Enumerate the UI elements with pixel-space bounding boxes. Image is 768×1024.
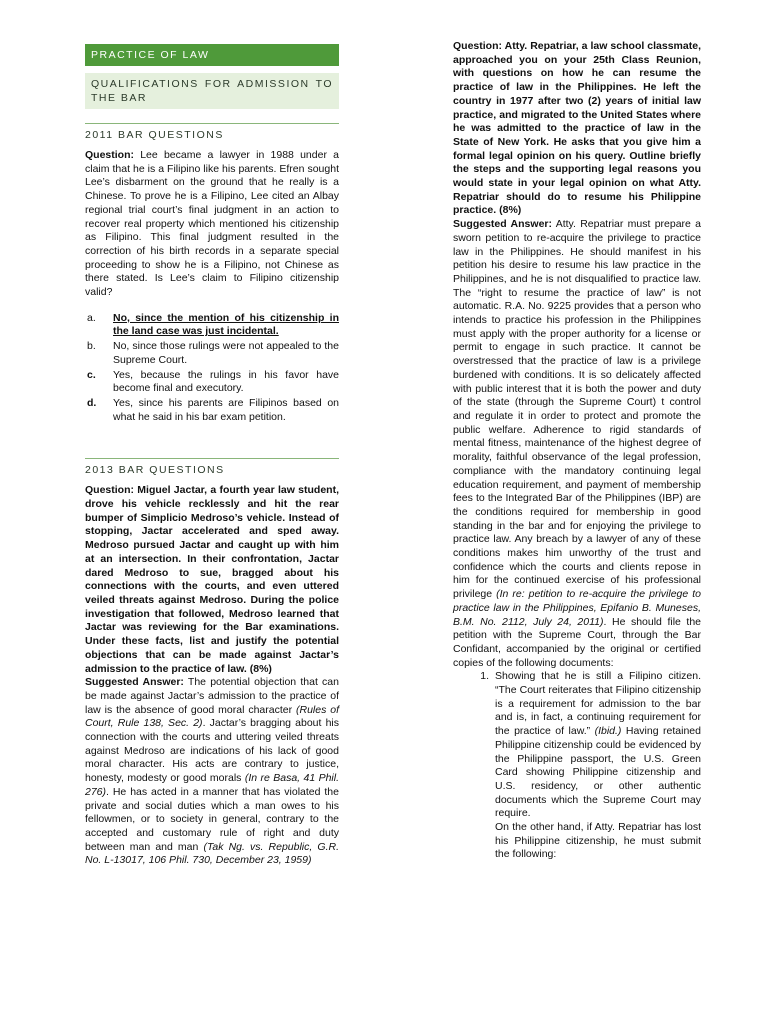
answer-label: Suggested Answer:	[453, 218, 552, 231]
question-2013: Question: Miguel Jactar, a fourth year law student, drove his vehicle recklessly and hit the rear bumper of Simplicio Medroso’s vehicle. Instead of stopping, Jactar accelerated and sped away. Medroso pursued Jactar and caught up with him at an intersection. In their confrontation, Jactar dared Medroso to sue, bragged about his connections with the courts, and even uttered veiled threats against Medroso. During the police investigation that followed, Medroso learned that Jactar was reviewing for the Bar examinations. Under these facts, list and justify the potential objections that can be made against Jactar’s admission to the practice of law. (8%)	[85, 484, 339, 675]
correct-answer: No, since the mention of his citizenship in the land case was just incidental.	[113, 311, 339, 338]
choice-c: c. Yes, because the rulings in his favor have become final and executory.	[87, 368, 339, 395]
left-column	[85, 44, 339, 868]
section-heading-2013: 2013 BAR QUESTIONS	[85, 458, 339, 476]
list-item-continuation: On the other hand, if Atty. Repatriar has lost his Philippine citizenship, he must submit the following:	[495, 821, 701, 861]
citation: (Rules of Court, Rule 138, Sec. 2)	[85, 703, 340, 730]
choice-list	[85, 312, 339, 425]
answer-label: Suggested Answer:	[85, 676, 184, 689]
citation: (In re Basa, 41 Phil. 276)	[85, 772, 339, 798]
answer-repatriar: Suggested Answer: Atty. Repatriar must prepare a sworn petition to re-acquire the privilege to practice law in the Philippines. He should manifest in his petition his desire to resume his law practice in the Philippines, and he is not disqualified to practice law. The “right to resume the practice of law” is not automatic. R.A. No. 9225 provides that a person who intends to practice his profession in the Philippines must apply with the proper authority for a license or permit to engage in such practice. It cannot be overstressed that the practice of law is a privilege burdened with conditions. It is so delicately affected with public interest that it is both the power and duty of the state (through the Supreme Court) t control and regulate it in order to protect and promote the public welfare. Adherence to rigid standards of mental fitness, maintenance of the highest degree of morality, faithful observance of the legal profession, compliance with the mandatory continuing legal education requirement, and payment of membership fees to the Integrated Bar of the Philippines (IBP) are the conditions required for membership in good standing in the bar and for enjoying the privilege to practice law. Any breach by a lawyer of any of these conditions makes him unworthy of the trust and confidence which the courts and clients repose in him for the continued exercise of his professional privilege (In re: petition to re-acquire the privilege to practice law in the Philippines, Epifanio B. Muneses, B.M. No. 2112, July 24, 2011). He should file the petition with the Supreme Court, through the Bar Confidant, accompanied by the original or certified copies of the following documents:	[453, 218, 702, 669]
right-column	[453, 40, 701, 862]
citation: (Ibid.)	[594, 725, 622, 738]
list-item: 1. Showing that he is still a Filipino citizen. “The Court reiterates that Filipino citizenship is a requirement for admission to the bar and is, in fact, a continuing requirement for the practice of law.” (Ibid.) Having retained Philippine citizenship could be evidenced by the Philippine passport, the U.S. Green Card showing Philippine citizenship and U.S. residency, or other authentic documents which the Supreme Court may require. On the other hand, if Atty. Repatriar has lost his Philippine citizenship, he must submit the following:	[480, 670, 701, 861]
question-2011	[85, 149, 339, 300]
question-repatriar: Question: Atty. Repatriar, a law school classmate, approached you on your 25th Class Reunion, with questions on how he can resume the practice of law in the Philippines. He left the country in 1977 after two (2) years of initial law practice, and migrated to the United States where he was admitted to the practice of law in the State of New York. He asks that you give him a formal legal opinion on his query. Outline briefly the steps and the supporting legal reasons you would state in your legal opinion on what Atty. Repatriar should do to resume his Philippine practice. (8%)	[453, 40, 701, 217]
question-text: Lee became a lawyer in 1988 under a claim that he is a Filipino like his parents. Efren sought Lee’s disbarment on the ground that he really is a Chinese. To prove he is a Filipino, Lee cited an Albay regional trial court’s final judgment in an action to recover real property which mentioned his citizenship as Filipino. This final judgment resulted in the correction of his birth records in a separate special proceeding to show he is a Filipino, not Chinese as there stated. Is Lee’s claim to Filipino citizenship valid?	[85, 149, 339, 299]
citation: (In re: petition to re-acquire the privilege to practice law in the Philippines, Epifanio B. Muneses, B.M. No. 2112, July 24, 2011)	[453, 588, 701, 628]
citation: (Tak Ng. vs. Republic, G.R. No. L-13017, 106 Phil. 730, December 23, 1959)	[85, 840, 339, 867]
choice-d: d. Yes, since his parents are Filipinos based on what he said in his bar exam petition.	[87, 396, 339, 423]
requirements-list	[453, 670, 701, 862]
section-heading-2011: 2011 BAR QUESTIONS	[85, 123, 339, 141]
page-title: PRACTICE OF LAW	[85, 44, 339, 66]
choice-b: b. No, since those rulings were not appealed to the Supreme Court.	[87, 340, 339, 366]
question-label: Question:	[85, 149, 134, 161]
choice-a: a. No, since the mention of his citizenship in the land case was just incidental.	[87, 311, 339, 338]
topic-subheading: QUALIFICATIONS FOR ADMISSION TO THE BAR	[85, 73, 339, 109]
answer-2013: Suggested Answer: The potential objection that can be made against Jactar’s admission to the practice of law is the absence of good moral character (Rules of Court, Rule 138, Sec. 2). Jactar’s bragging about his connection with the courts and uttering veiled threats against Medroso are indications of his lack of good moral character. His acts are contrary to justice, honesty, modesty or good morals (In re Basa, 41 Phil. 276). He has acted in a manner that has violated the private and social duties which a man owes to his fellowmen, or to society in general, contrary to the accepted and customary rule of right and duty between man and man (Tak Ng. vs. Republic, G.R. No. L-13017, 106 Phil. 730, December 23, 1959)	[85, 676, 340, 867]
